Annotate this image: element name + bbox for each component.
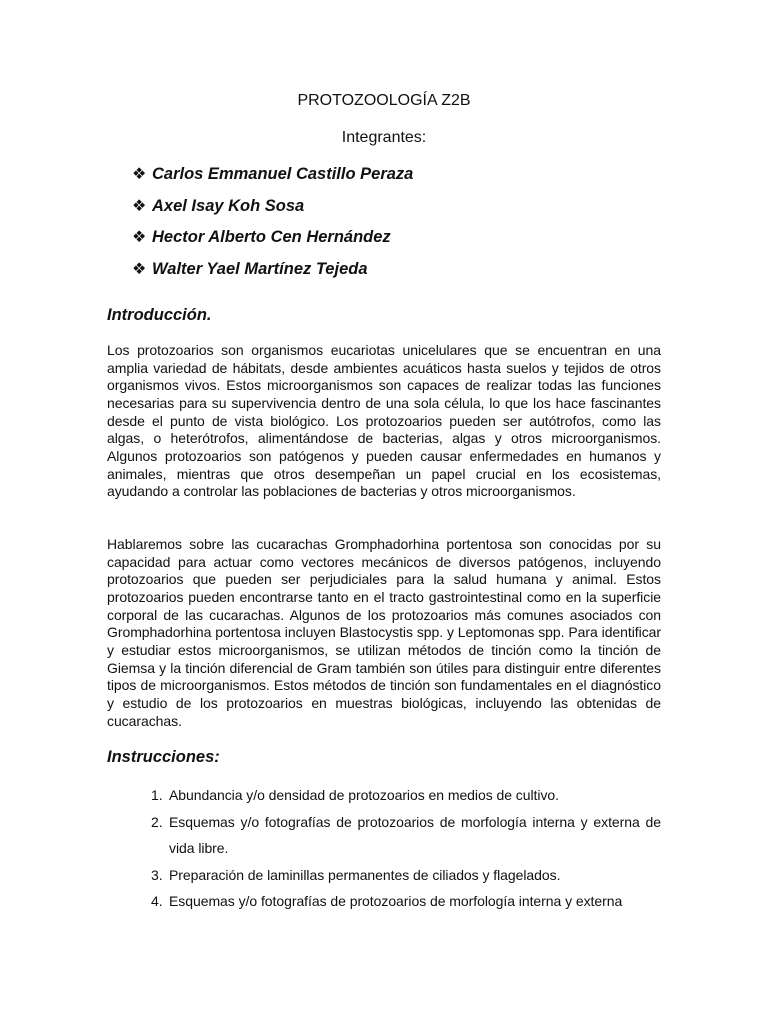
instruction-text: Preparación de laminillas permanentes de ciliados y flagelados. (169, 866, 561, 883)
instruction-number: 3. (151, 866, 163, 883)
instructions-list (151, 782, 661, 915)
diamond-bullet-icon: ❖ (132, 197, 147, 215)
intro-paragraph-2: Hablaremos sobre las cucarachas Gromphadorhina portentosa son conocidas por su capacidad para actuar como vectores mecánicos de diversos patógenos, incluyendo protozoarios que pueden ser perjudiciales para la salud humana y animal. Estos protozoarios pueden encontrarse tanto en el tracto gastrointestinal como en la superficie corporal de las cucarachas. Algunos de los protozoarios más comunes asociados con Gromphadorhina portentosa incluyen Blastocystis spp. y Leptomonas spp. Para identificar y estudiar estos microorganismos, se utilizan métodos de tinción como la tinción de Giemsa y la tinción diferencial de Gram también son útiles para distinguir entre diferentes tipos de microorganismos. Estos métodos de tinción son fundamentales en el diagnóstico y estudio de los protozoarios en muestras biológicas, incluyendo las obtenidas de cucarachas. (107, 536, 661, 729)
members-heading: Integrantes: (341, 129, 427, 146)
member-item (132, 164, 413, 196)
diamond-bullet-icon: ❖ (132, 260, 147, 278)
member-item (132, 227, 413, 259)
instruction-number: 4. (151, 893, 163, 909)
diamond-bullet-icon: ❖ (132, 229, 147, 246)
member-item (132, 196, 413, 228)
member-name: Axel Isay Koh Sosa (152, 196, 305, 215)
member-name: Hector Alberto Cen Hernández (152, 228, 391, 246)
instruction-item (151, 809, 661, 862)
member-item (132, 259, 413, 291)
instruction-number: 2. (151, 813, 163, 830)
instruction-item (151, 782, 661, 809)
members-list (132, 164, 413, 290)
instruction-item (151, 862, 661, 889)
instruction-text: Esquemas y/o fotografías de protozoarios de morfología interna y externa de vida libre. (169, 813, 661, 856)
instruction-text: Abundancia y/o densidad de protozoarios en medios de cultivo. (169, 787, 559, 803)
introduction-heading: Introducción. (107, 306, 212, 324)
document-title: PROTOZOOLOGÍA Z2B (297, 92, 471, 109)
instruction-text: Esquemas y/o fotografías de protozoarios de morfología interna y externa (169, 893, 623, 909)
diamond-bullet-icon: ❖ (132, 166, 147, 183)
member-name: Walter Yael Martínez Tejeda (152, 259, 368, 278)
instruction-item (151, 888, 661, 915)
member-name: Carlos Emmanuel Castillo Peraza (152, 165, 414, 183)
intro-paragraph-1: Los protozoarios son organismos eucariotas unicelulares que se encuentran en una amplia variedad de hábitats, desde ambientes acuáticos hasta suelos y tejidos de otros organismos vivos. Estos microorganismos son capaces de realizar todas las funciones necesarias para su supervivencia dentro de una sola célula, lo que los hace fascinantes desde el punto de vista biológico. Los protozoarios pueden ser autótrofos, como las algas, o heterótrofos, alimentándose de bacterias, algas y otros microorganismos. Algunos protozoarios son patógenos y pueden causar enfermedades en humanos y animales, mientras que otros desempeñan un papel crucial en los ecosistemas, ayudando a controlar las poblaciones de bacterias y otros microorganismos. (107, 342, 661, 500)
instructions-heading: Instrucciones: (107, 748, 220, 766)
instruction-number: 1. (151, 787, 163, 803)
